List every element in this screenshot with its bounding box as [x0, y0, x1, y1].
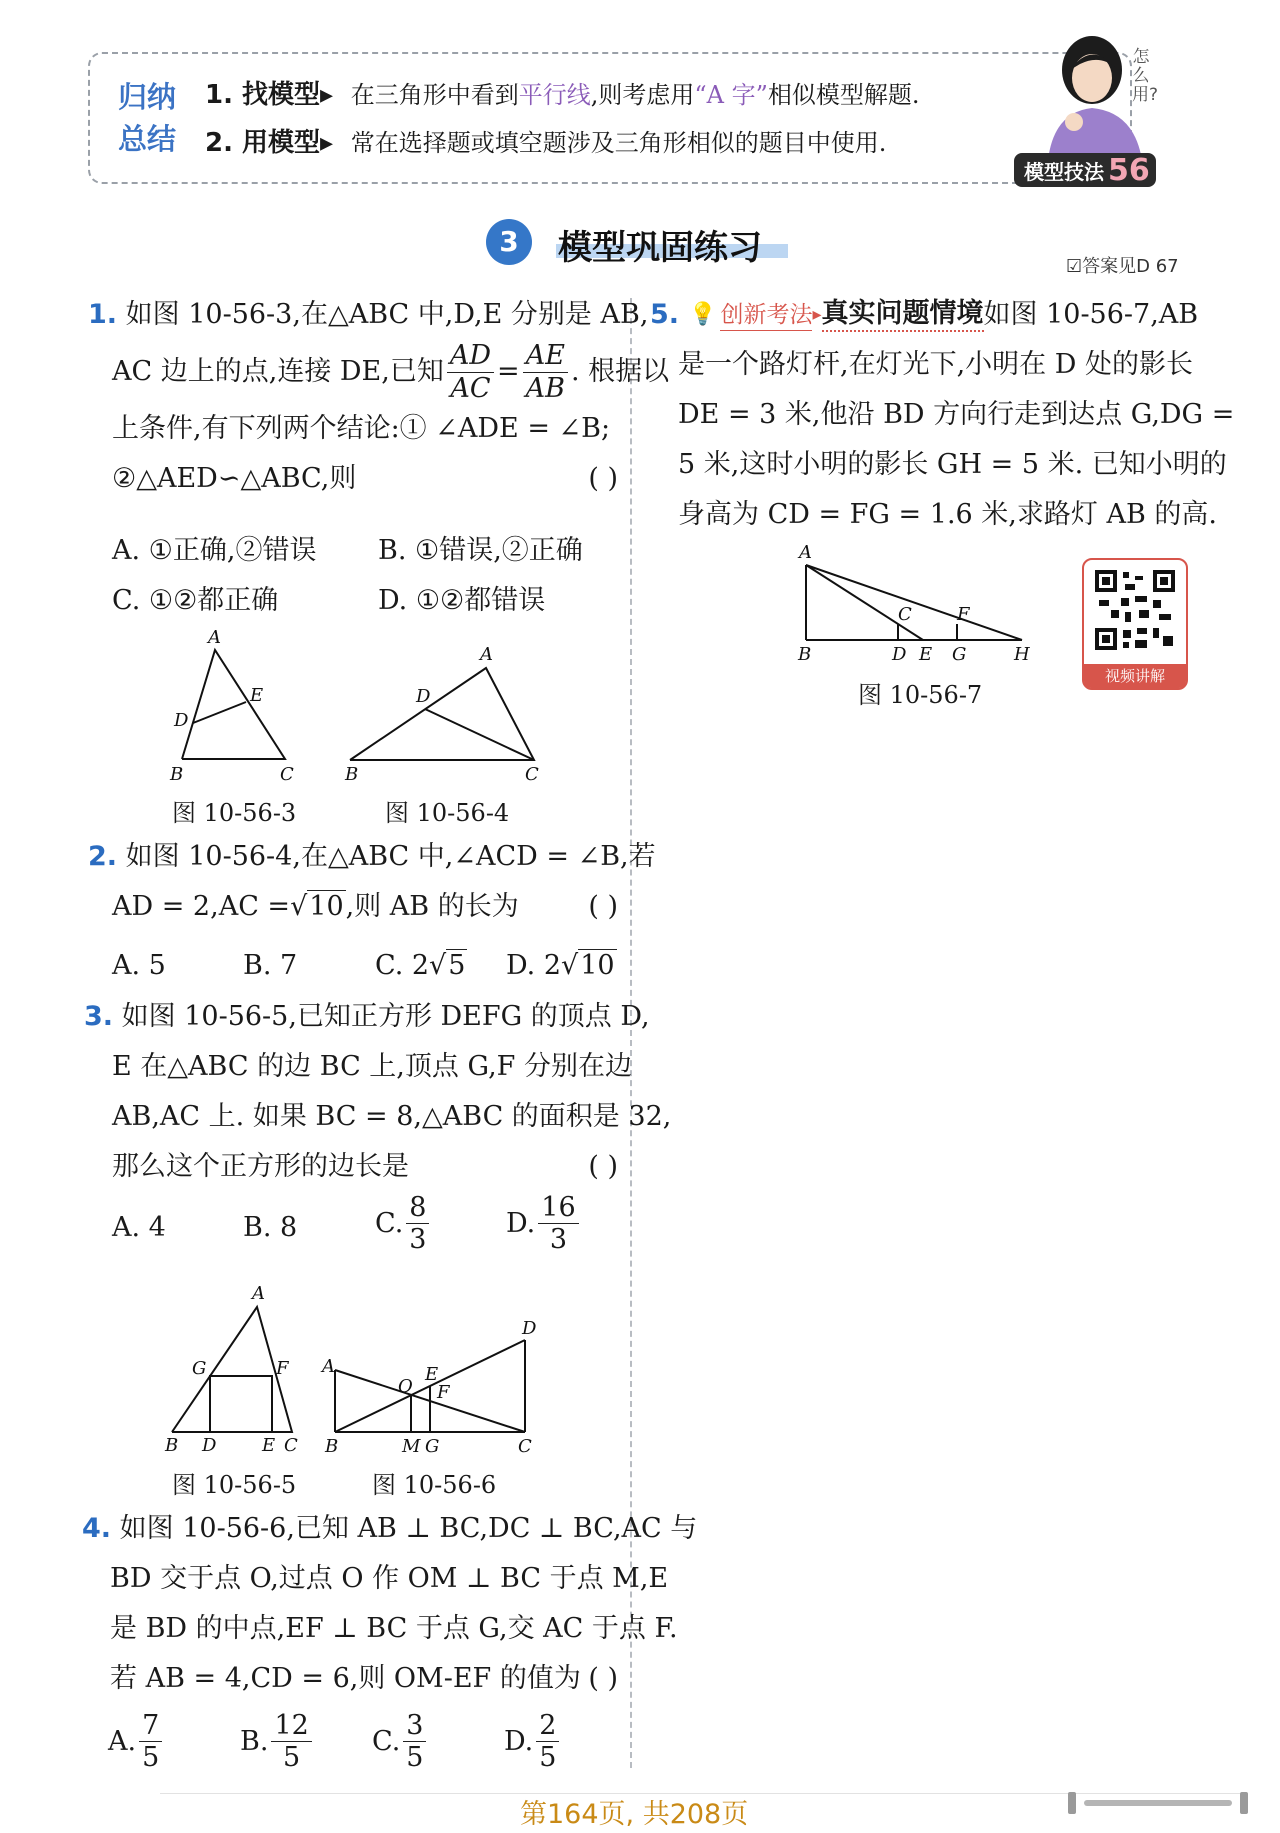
- qr-video-label: 视频讲解: [1084, 664, 1186, 688]
- q2-option-c: C. 2√5: [375, 950, 466, 981]
- summary-label: 归纳 总结: [118, 80, 177, 156]
- figure-10-56-6: [320, 1318, 545, 1458]
- q2-option-d: D. 2√10: [506, 950, 615, 981]
- side-question-text: 怎么用?: [1132, 47, 1159, 105]
- svg-text:A: A: [252, 1283, 265, 1304]
- svg-text:B: B: [798, 644, 812, 665]
- q1-option-b: B. ①错误,②正确: [378, 535, 583, 566]
- lightbulb-icon: 💡: [689, 302, 717, 327]
- figure-caption-10-56-6: 图 10-56-6: [372, 1471, 497, 1499]
- figure-10-56-7: [790, 540, 1040, 665]
- figure-10-56-5: [160, 1280, 305, 1455]
- question-2: 2. 如图 10-56-4,在△ABC 中,∠ACD = ∠B,若 AD = 2,AC =√10,则 AB 的长为 ( ): [88, 841, 656, 922]
- qr-code-icon: [1095, 570, 1175, 650]
- svg-text:E: E: [425, 1364, 439, 1385]
- svg-text:C: C: [280, 764, 294, 785]
- svg-text:D: D: [202, 1435, 217, 1455]
- summary-item-1: 1. 找模型▸ 在三角形中看到平行线,则考虑用“A 字”相似模型解题.: [205, 80, 920, 110]
- q1-option-a: A. ①正确,②错误: [112, 535, 317, 566]
- svg-text:C: C: [525, 764, 539, 785]
- svg-text:F: F: [437, 1382, 450, 1403]
- q3-option-d: D. $\frac{16}{3}$: [506, 1192, 582, 1255]
- question-3: 3. 如图 10-56-5,已知正方形 DEFG 的顶点 D, E 在△ABC 的边 BC 上,顶点 G,F 分别在边 AB,AC 上. 如果 BC = 8,△ABC 的面积是 32, 那么这个正方形的边长是 ( ): [84, 1001, 672, 1182]
- model-badge: 模型技法 56: [1014, 153, 1156, 187]
- scroll-handle-track: [1084, 1800, 1232, 1806]
- svg-text:E: E: [262, 1435, 276, 1455]
- svg-text:O: O: [398, 1376, 413, 1397]
- q3-option-a: A. 4: [112, 1212, 166, 1243]
- svg-text:C: C: [518, 1436, 532, 1457]
- svg-text:A: A: [208, 627, 221, 648]
- q3-option-c: C. $\frac{8}{3}$: [375, 1192, 432, 1255]
- svg-text:C: C: [284, 1435, 298, 1455]
- summary-item-2: 2. 用模型▸ 常在选择题或填空题涉及三角形相似的题目中使用.: [205, 128, 887, 158]
- q4-option-c: C. $\frac{3}{5}$: [372, 1710, 429, 1773]
- svg-text:A: A: [480, 644, 493, 665]
- svg-text:G: G: [952, 644, 967, 665]
- svg-text:H: H: [1014, 644, 1030, 665]
- q4-option-d: D. $\frac{2}{5}$: [504, 1710, 562, 1773]
- q4-option-b: B. $\frac{12}{5}$: [240, 1710, 315, 1773]
- section-number-circle: 3: [486, 219, 532, 265]
- svg-text:C: C: [898, 604, 912, 625]
- q1-option-d: D. ①②都错误: [378, 585, 546, 616]
- svg-text:G: G: [192, 1358, 207, 1379]
- innovation-tag: 创新考法: [720, 300, 812, 331]
- q2-option-a: A. 5: [112, 950, 166, 981]
- section-title: 模型巩固练习: [558, 228, 762, 268]
- answer-reference: ☑答案见D 67: [1066, 256, 1179, 277]
- question-5: 5. 💡 创新考法 ▸ 真实问题情境 如图 10-56-7,AB 是一个路灯杆,在灯光下,小明在 D 处的影长 DE = 3 米,他沿 BD 方向行走到达点 G,DG = 5 米,这时小明的影长 GH = 5 米. 已知小明的 身高为 CD = FG = 1.6 米,求路灯 AB 的高.: [650, 290, 1190, 540]
- scroll-handle[interactable]: [1068, 1790, 1248, 1816]
- svg-text:E: E: [919, 644, 933, 665]
- figure-caption-10-56-4: 图 10-56-4: [385, 799, 510, 827]
- svg-text:D: D: [892, 644, 907, 665]
- qr-code-card[interactable]: [1082, 558, 1188, 690]
- question-4: 4. 如图 10-56-6,已知 AB ⊥ BC,DC ⊥ BC,AC 与 BD 交于点 O,过点 O 作 OM ⊥ BC 于点 M,E 是 BD 的中点,EF ⊥ BC 于点 G,交 AC 于点 F. 若 AB = 4,CD = 6,则 OM-EF 的值为 ( ): [82, 1513, 698, 1694]
- q2-option-b: B. 7: [243, 950, 298, 981]
- figure-caption-10-56-5: 图 10-56-5: [172, 1471, 297, 1499]
- q1-option-c: C. ①②都正确: [112, 585, 279, 616]
- svg-text:B: B: [345, 764, 359, 785]
- svg-text:F: F: [957, 604, 970, 625]
- scroll-handle-left: [1068, 1792, 1076, 1814]
- svg-text:A: A: [799, 542, 812, 563]
- svg-text:D: D: [416, 686, 431, 707]
- figure-caption-10-56-3: 图 10-56-3: [172, 799, 297, 827]
- svg-text:F: F: [276, 1358, 289, 1379]
- figure-caption-10-56-7: 图 10-56-7: [858, 681, 983, 709]
- summary-box: [88, 52, 1132, 184]
- page-indicator: 第164页, 共208页: [520, 1799, 749, 1830]
- scroll-handle-right: [1240, 1792, 1248, 1814]
- q3-option-b: B. 8: [243, 1212, 298, 1243]
- column-divider: [630, 298, 632, 1768]
- svg-text:G: G: [425, 1436, 440, 1457]
- figure-10-56-3: [160, 625, 310, 790]
- svg-text:B: B: [170, 764, 184, 785]
- question-1: 1. 如图 10-56-3,在△ABC 中,D,E 分别是 AB, AC 边上的点,连接 DE,已知 $\frac{AD}{AC}$ = $\frac{AE}{AB}$ . 根据以 上条件,有下列两个结论:① ∠ADE = ∠B; ②△AED∽△ABC,则 ( ): [88, 299, 670, 494]
- svg-text:A: A: [322, 1356, 335, 1377]
- svg-text:E: E: [250, 685, 264, 706]
- svg-text:M: M: [402, 1436, 421, 1457]
- svg-text:D: D: [522, 1318, 537, 1339]
- figure-10-56-4: [340, 640, 550, 790]
- svg-text:B: B: [165, 1435, 179, 1455]
- q4-option-a: A. $\frac{7}{5}$: [108, 1710, 165, 1773]
- svg-text:D: D: [174, 710, 189, 731]
- svg-text:B: B: [325, 1436, 339, 1457]
